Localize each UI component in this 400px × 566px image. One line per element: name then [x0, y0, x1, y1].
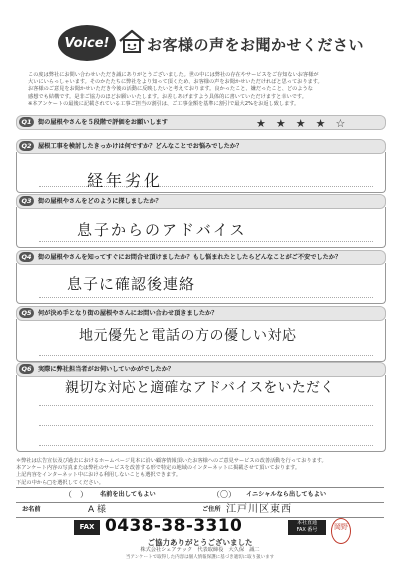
- name-value: A 様: [88, 505, 107, 515]
- star-icon: ★: [275, 117, 296, 130]
- answer-text: 息子に確認後連絡: [67, 275, 196, 293]
- answer-line: [39, 445, 373, 446]
- question-number: Q5: [19, 308, 34, 318]
- intro-line: 感想でも結構です。是非ご協力のほどお願いいたします。お差しあげますよう具体的に書いていただけますと幸いです。: [28, 93, 307, 100]
- name-consent-label: 名前を出してもよい: [100, 491, 156, 498]
- answer-line: [39, 355, 373, 356]
- rating-stars: [256, 117, 355, 130]
- answer-box-2: [16, 152, 386, 193]
- privacy-note: 当アンケートで取得した内容は個人情報保護に基づき適切に取り扱います: [125, 555, 275, 560]
- star-icon: ★: [256, 117, 276, 130]
- voice-badge: Voice!: [58, 25, 116, 61]
- fax-icon: FAX: [74, 520, 100, 535]
- question-number: Q2: [19, 141, 34, 151]
- question-text: 屋根工事を検討したきっかけは何ですか？どんなことでお悩みでしたか？: [38, 143, 243, 150]
- question-number: Q3: [19, 196, 34, 206]
- page-title: お客様の声をお聞かせください: [147, 36, 365, 54]
- question-number: Q1: [19, 117, 34, 127]
- approval-stamp: 岡野: [331, 518, 351, 544]
- star-outline-icon: ☆: [335, 117, 356, 130]
- fax-note-line: FAX 番号: [296, 527, 318, 533]
- name-label: お名前: [22, 506, 41, 513]
- address-value: 江戸川区東西: [226, 504, 292, 515]
- company-info: 株式会社シェアテック 代表取締役 大久保 誠二: [140, 547, 260, 553]
- footer-note-line: 下記の中から□を選択してください。: [16, 479, 104, 486]
- answer-box-4: [16, 263, 386, 304]
- question-text: 実際に弊社担当者がお伺いしていかがでしたか？: [38, 366, 175, 373]
- answer-line: [39, 425, 373, 426]
- answer-line: [39, 241, 373, 242]
- question-text: 街の屋根やさんを知ってすぐにお問合せ頂けましたか？もし悩まれたとしたらどんなことがご不安でしたか？: [38, 254, 342, 261]
- answer-box-6: [16, 375, 386, 452]
- footer-notes: [16, 458, 386, 487]
- footer-note-line: 本アンケート内容の写真または弊社のサービスを改善する形で特定の地域のインターネットに掲載させて頂いております。: [16, 465, 301, 472]
- answer-text: 地元優先と電話の方の優しい対応: [79, 328, 297, 344]
- answer-line: [39, 297, 373, 298]
- answer-box-3: [16, 207, 386, 248]
- thanks-text: ご協力ありがとうございました: [147, 538, 253, 547]
- answer-text: 息子からのアドバイス: [77, 221, 247, 239]
- question-text: 街の屋根やさんをどのように探しましたか？: [38, 198, 162, 205]
- address-label: ご住所: [202, 506, 221, 513]
- footer-note-line: ＊弊社は広告宣伝及び過去におけるホームページ見本に沿い顧客情報頂いたお客様へのご意見サービスの改善活動を行っております。: [16, 458, 327, 464]
- intro-line: お客様のご意見をお聞かせいただき今後の活動に反映したいと考えております。良かったこと、嫌だったこと、どのような: [28, 86, 313, 93]
- house-icon: [118, 28, 146, 54]
- intro-line: 大いにいらっしゃいます。そのかたたちに弊社をより知って頂くため、お客様の声をお聞かせいただければと思っております。: [28, 79, 323, 86]
- intro-text: [28, 72, 376, 108]
- fax-note: [288, 520, 326, 535]
- initial-consent-label: イニシャルなら出してもよい: [246, 491, 327, 498]
- answer-text: 親切な対応と適確なアドバイスをいただく: [65, 380, 335, 396]
- footer-note-line: 上記内容をインターネット中における利用しないことも選択できます。: [16, 472, 182, 479]
- star-icon: ★: [315, 117, 336, 130]
- answer-text: 経年劣化: [87, 171, 164, 190]
- fax-number: 0438-38-3310: [105, 516, 243, 536]
- consent-row: [16, 487, 384, 503]
- question-text: 街の屋根やさんを５段階で評価をお願いします: [38, 119, 168, 126]
- question-number: Q6: [19, 364, 34, 374]
- answer-box-5: [16, 319, 386, 362]
- intro-line: ※本アンケートの最後に記載されている工事ご担当の割引は、ご工事金額を基準に割引で最大2%をお返し致します。: [28, 100, 300, 107]
- question-number: Q4: [19, 252, 34, 262]
- initial-consent-checkbox[interactable]: （〇）: [212, 490, 236, 499]
- intro-line: この度は弊社にお問い合わせいただき誠にありがとうございました。世の中には弊社の存在やサービスをご存知ないお客様が: [28, 72, 319, 78]
- fax-note-line: 本社直通: [296, 520, 317, 526]
- fax-area: [74, 518, 332, 537]
- question-text: 何が決め手となり街の屋根やさんにお問い合わせ頂きましたか？: [38, 310, 218, 317]
- star-icon: ★: [295, 117, 316, 130]
- answer-line: [39, 405, 373, 406]
- name-consent-checkbox[interactable]: （ ）: [64, 490, 88, 499]
